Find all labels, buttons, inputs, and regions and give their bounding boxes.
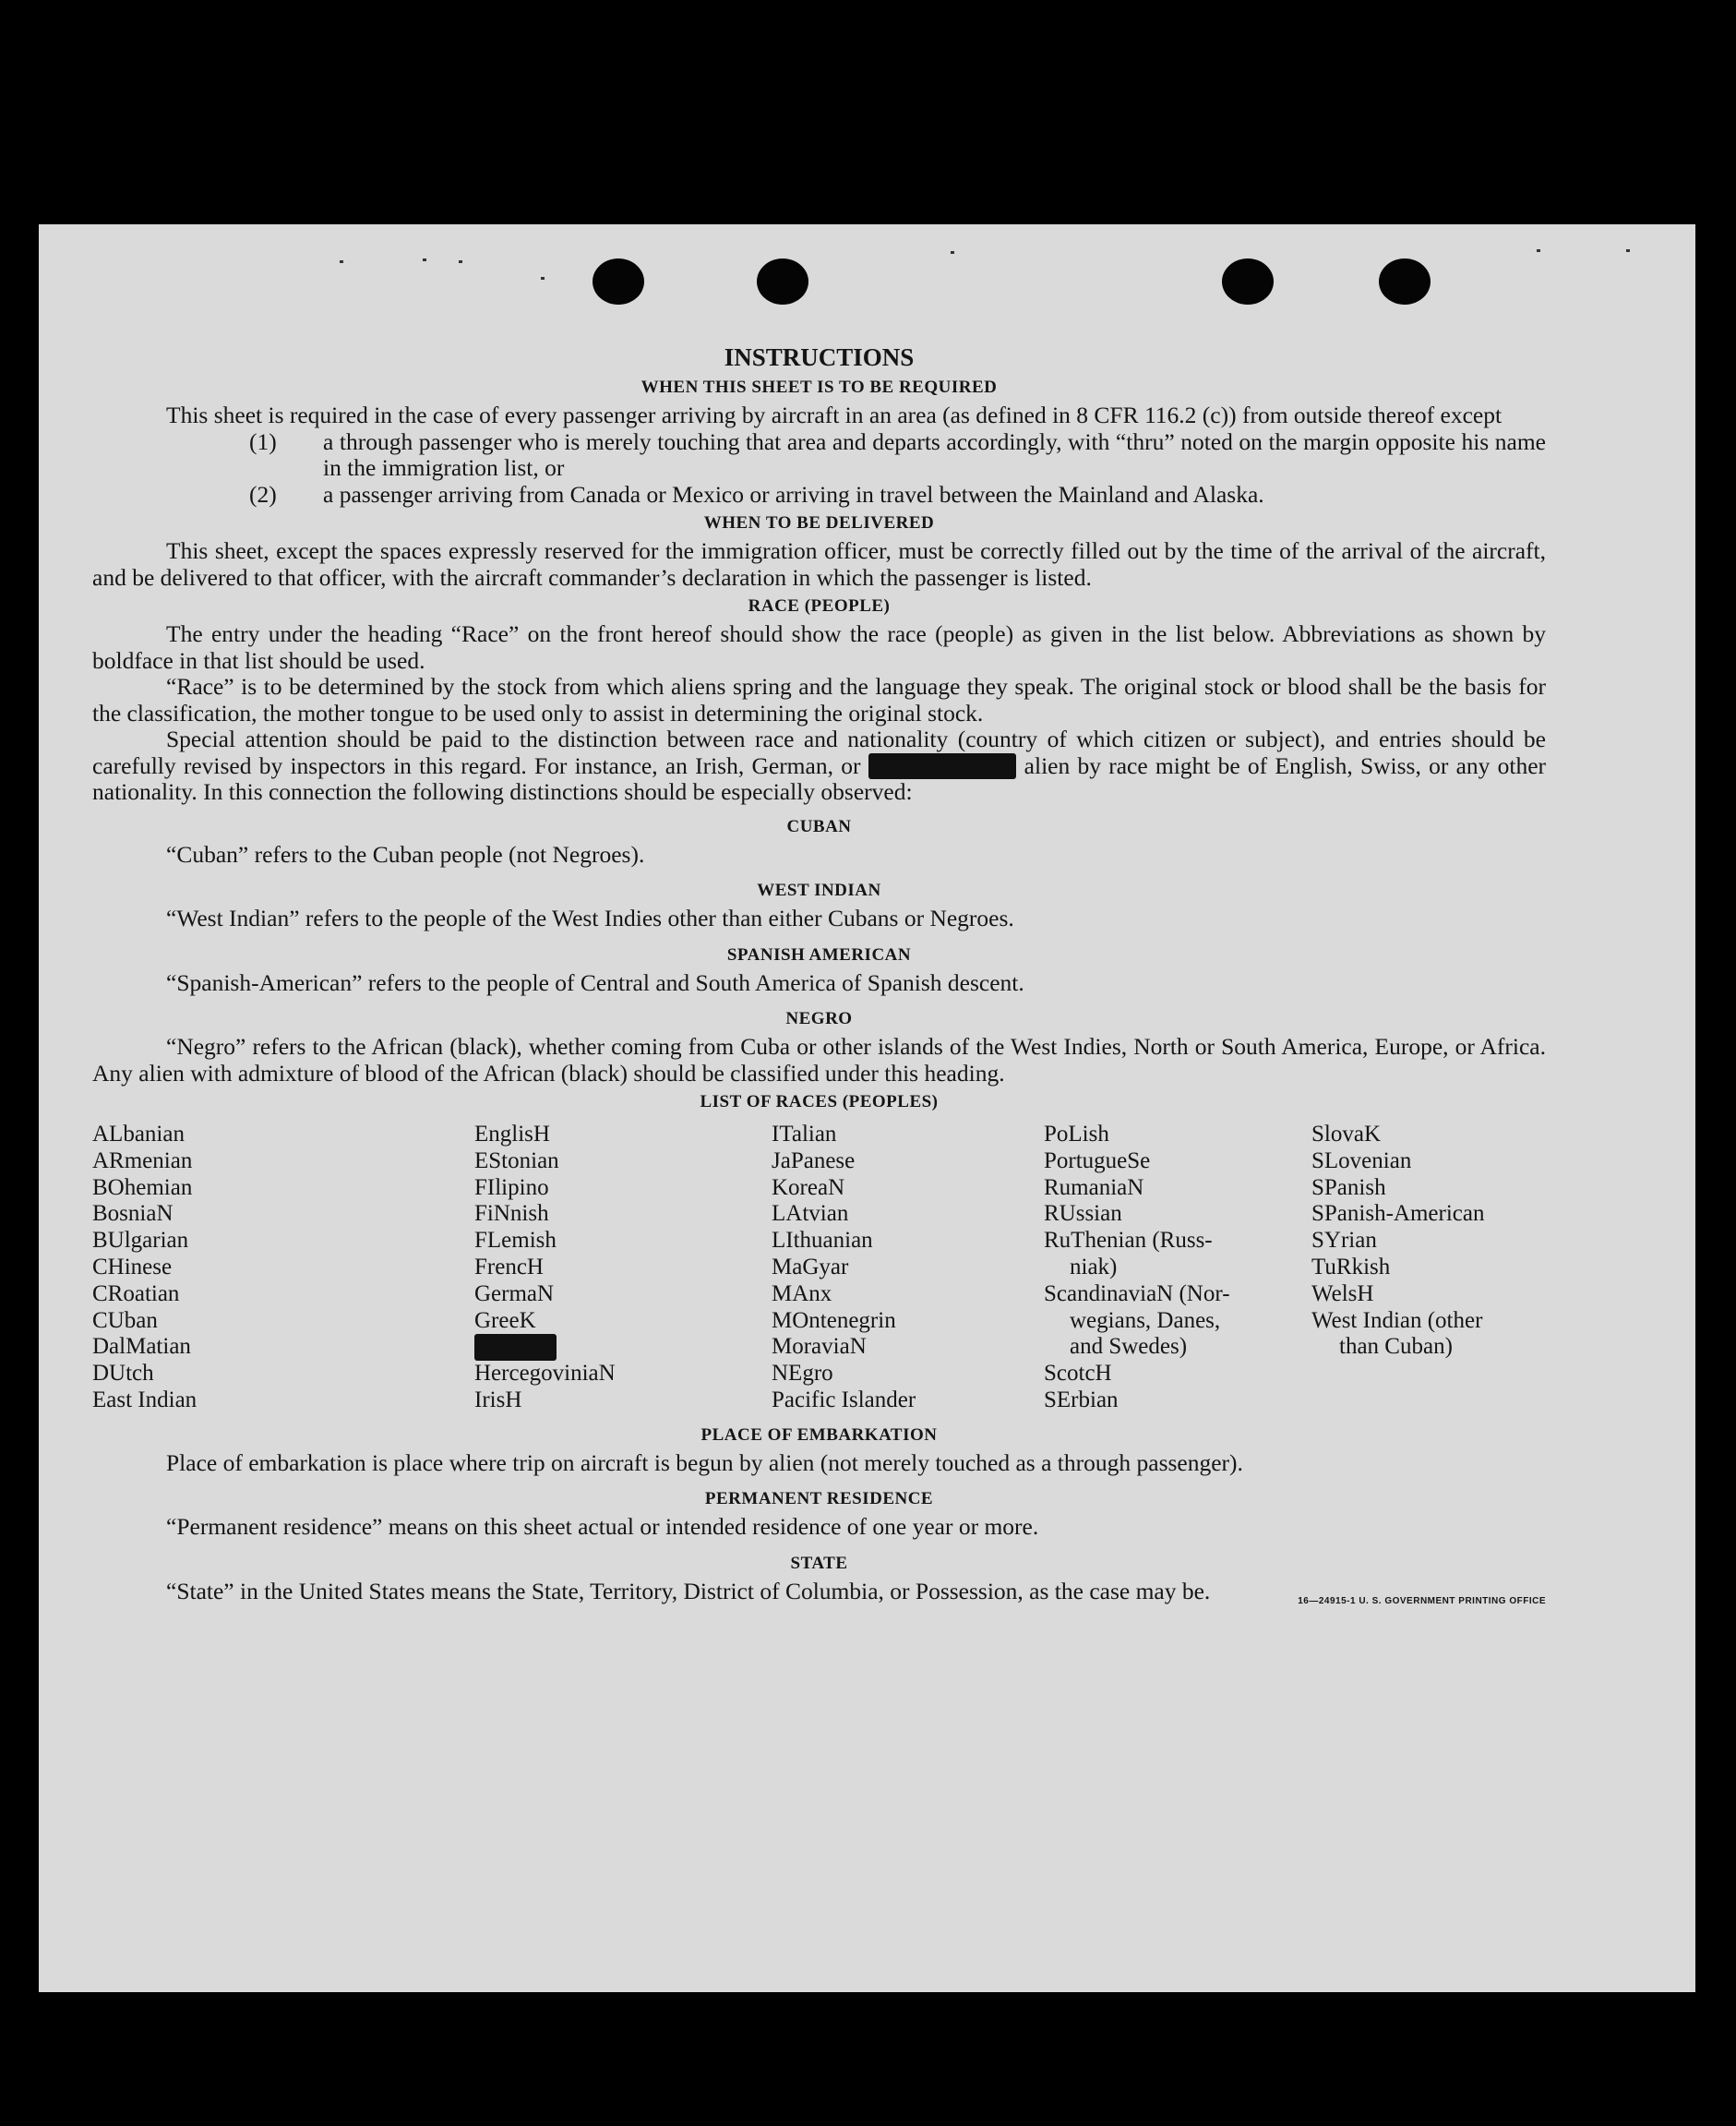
speck — [423, 258, 426, 261]
section-heading: PERMANENT RESIDENCE — [704, 1489, 934, 1509]
race-entry: West Indian (other — [1311, 1307, 1483, 1333]
paragraph: “Race” is to be determined by the stock from which aliens spring and the language they speak. The original stock or blood shall be the basis for the classification, the mother tongue to be used only to assist in determining the original stock. — [92, 673, 1546, 727]
text-run: alien by race might be of English, Swiss, or any other nationality. In this connection the following distinctions should be especially observed: — [92, 751, 1547, 805]
item-text: a passenger arriving from Canada or Mexico or arriving in travel between the Mainland and Alaska. — [323, 480, 1264, 508]
page-title: INSTRUCTIONS — [724, 343, 915, 371]
race-entry: niak) — [1070, 1254, 1118, 1279]
race-entry: ARmenian — [92, 1147, 193, 1173]
race-entry: SPanish-American — [1311, 1201, 1485, 1227]
race-entry: ScotcH — [1044, 1361, 1112, 1387]
item-number: (1) — [249, 427, 277, 455]
race-entry: FiNnish — [474, 1201, 549, 1227]
punch-hole — [593, 258, 644, 305]
paragraph: Place of embarkation is place where trip on aircraft is begun by alien (not merely touched as a through passenger). — [166, 1448, 1243, 1476]
race-entry: CRoatian — [92, 1280, 180, 1306]
paragraph: This sheet is required in the case of every passenger arriving by aircraft in an area (as defined in 8 CFR 116.2 (c)) from outside thereof except — [166, 402, 1503, 428]
speck — [340, 260, 343, 263]
struck-word — [868, 753, 1017, 780]
section-heading: CUBAN — [786, 816, 852, 836]
race-entry: RuThenian (Russ- — [1044, 1228, 1213, 1254]
race-entry: ITalian — [772, 1122, 837, 1147]
race-entry: LAtvian — [772, 1201, 849, 1227]
race-entry: DalMatian — [92, 1334, 191, 1360]
speck — [1626, 249, 1630, 252]
race-entry: GreeK — [474, 1307, 536, 1333]
speck — [541, 277, 545, 280]
text-run: Special attention should be paid to the distinction between race and nationality (country of which citizen or subject), and entries should be carefully revised by inspectors in this regard. For instance, an Irish, German, or — [92, 726, 1546, 779]
paragraph: “West Indian” refers to the people of the West Indies other than either Cubans or Negroes. — [166, 905, 1014, 931]
instructions-content — [92, 343, 1547, 1607]
race-entry: PoLish — [1044, 1122, 1109, 1147]
race-entry: EnglisH — [474, 1122, 550, 1147]
race-entry: BosniaN — [92, 1201, 174, 1227]
race-entry — [474, 1334, 772, 1361]
punch-hole — [1222, 258, 1274, 305]
race-entry: PortugueSe — [1044, 1147, 1151, 1173]
race-entry: Pacific Islander — [772, 1387, 916, 1412]
paragraph — [92, 727, 1546, 806]
race-entry: KoreaN — [772, 1174, 845, 1200]
race-entry: BOhemian — [92, 1174, 193, 1200]
race-entry: East Indian — [92, 1387, 198, 1412]
speck — [459, 260, 462, 263]
section-heading: STATE — [790, 1553, 848, 1573]
race-entry: TuRkish — [1311, 1254, 1391, 1279]
paragraph: “Permanent residence” means on this sheet actual or intended residence of one year or more. — [166, 1513, 1039, 1541]
race-entry: and Swedes) — [1070, 1334, 1188, 1360]
struck-word — [474, 1334, 557, 1361]
race-entry: RUssian — [1044, 1201, 1122, 1227]
race-entry: BUlgarian — [92, 1228, 189, 1254]
paragraph: “Cuban” refers to the Cuban people (not Negroes). — [166, 840, 645, 868]
punch-hole — [757, 258, 808, 305]
race-entry: SPanish — [1311, 1174, 1386, 1200]
races-column — [92, 1122, 474, 1414]
race-entry: GermaN — [474, 1280, 555, 1306]
race-entry: than Cuban) — [1339, 1334, 1453, 1360]
race-entry: SErbian — [1044, 1387, 1119, 1412]
section-heading: LIST OF RACES (PEOPLES) — [700, 1092, 939, 1111]
list-item — [92, 429, 1546, 482]
race-entry: SYrian — [1311, 1228, 1377, 1254]
races-column — [772, 1122, 1044, 1414]
paragraph: “Negro” refers to the African (black), whether coming from Cuba or other islands of the West Indies, North or South America, Europe, or Africa. Any alien with admixture of blood of the African (black) should be classified under this heading. — [92, 1033, 1546, 1087]
item-text: a through passenger who is merely touching that area and departs accordingly, with “thru” noted on the margin opposite his name in the immigration list, or — [323, 427, 1546, 481]
speck — [1537, 249, 1540, 252]
races-column — [474, 1122, 772, 1414]
race-entry: MAnx — [772, 1280, 832, 1306]
race-entry: ScandinaviaN (Nor- — [1044, 1280, 1230, 1306]
race-entry: FIlipino — [474, 1174, 549, 1200]
paragraph: This sheet, except the spaces expressly reserved for the immigration officer, must be correctly filled out by the time of the arrival of the aircraft, and be delivered to that officer, with the aircraft commander’s declaration in which the passenger is listed. — [92, 537, 1546, 591]
race-entry: CUban — [92, 1307, 158, 1333]
section-heading: PLACE OF EMBARKATION — [700, 1424, 938, 1445]
state-block — [92, 1579, 1546, 1605]
race-entry: MaGyar — [772, 1254, 849, 1279]
speck — [951, 251, 954, 254]
race-entry: EStonian — [474, 1147, 559, 1173]
races-column — [1311, 1122, 1546, 1414]
race-entry: WelsH — [1311, 1280, 1374, 1306]
race-entry: JaPanese — [772, 1147, 856, 1173]
section-heading: SPANISH AMERICAN — [726, 944, 912, 965]
race-entry: DUtch — [92, 1361, 154, 1387]
races-list — [92, 1122, 1546, 1414]
race-entry: RumaniaN — [1044, 1174, 1144, 1200]
race-entry: SlovaK — [1311, 1122, 1381, 1147]
printing-office-footer: 16—24915-1 U. S. GOVERNMENT PRINTING OFFICE — [1298, 1596, 1546, 1607]
section-heading: RACE (PEOPLE) — [748, 596, 891, 616]
paragraph: “Spanish-American” refers to the people of Central and South America of Spanish descent. — [166, 968, 1024, 996]
race-entry: HercegoviniaN — [474, 1361, 616, 1387]
list-item — [92, 482, 1546, 509]
paragraph: The entry under the heading “Race” on the front hereof should show the race (people) as given in the list below. Abbreviations as shown by boldface in that list should be used. — [92, 620, 1546, 674]
race-entry: MoraviaN — [772, 1334, 867, 1360]
race-entry: IrisH — [474, 1387, 522, 1412]
section-heading: WHEN THIS SHEET IS TO BE REQUIRED — [641, 378, 998, 397]
race-entry: NEgro — [772, 1361, 833, 1387]
section-heading: NEGRO — [785, 1009, 853, 1028]
race-entry: ALbanian — [92, 1122, 185, 1147]
race-entry: MOntenegrin — [772, 1307, 896, 1333]
race-entry: FLemish — [474, 1228, 557, 1254]
punch-hole — [1379, 258, 1431, 305]
race-entry: FrencH — [474, 1254, 544, 1279]
section-heading: WHEN TO BE DELIVERED — [703, 513, 935, 533]
race-entry: CHinese — [92, 1254, 173, 1279]
item-number: (2) — [249, 480, 277, 508]
paragraph: “State” in the United States means the State, Territory, District of Columbia, or Possession, as the case may be. — [166, 1577, 1211, 1604]
section-heading: WEST INDIAN — [757, 881, 881, 900]
races-column — [1044, 1122, 1311, 1414]
race-entry: LIthuanian — [772, 1228, 873, 1254]
race-entry: SLovenian — [1311, 1147, 1412, 1173]
race-entry: wegians, Danes, — [1070, 1307, 1221, 1333]
